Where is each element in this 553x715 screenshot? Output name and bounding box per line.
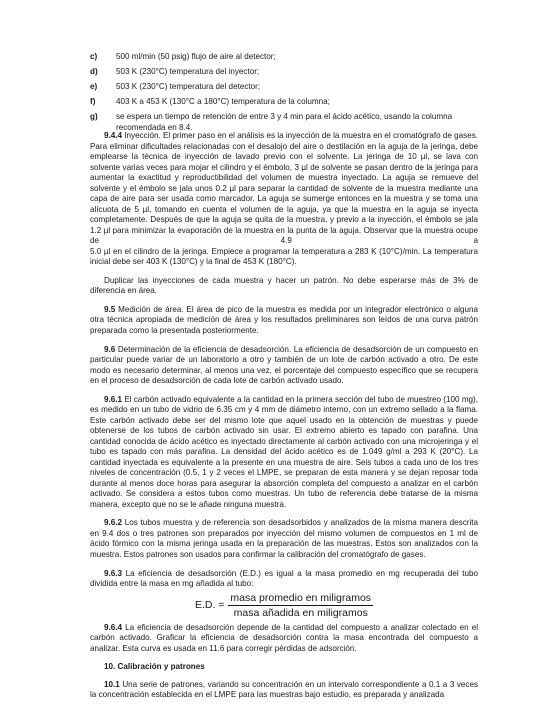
list-item-text: 500 ml/min (50 psig) flujo de aire al detector; [116,52,276,61]
formula-denominator: masa añadida en miligramos [233,606,368,619]
list-item-text: se espera un tiempo de retención de entre 3 y 4 min para el ácido acético, usando la columna recomendada en 8.4. [116,112,453,132]
section-number: 9.4.4 [104,131,123,140]
section-heading-10: 10. Calibración y patrones [104,662,205,672]
formula-fraction [228,592,373,619]
formula-lhs: E.D. = [194,599,225,612]
list-item-label: f) [90,97,96,107]
desorption-efficiency-formula [90,592,478,619]
paragraph-9-6-1 [90,395,478,511]
list-item-text: 403 K a 453 K (130°C a 180°C) temperatura de la columna; [116,97,330,107]
paragraph-9-4-4-end [90,247,478,268]
list-item [68,97,480,108]
paragraph-text: El carbón activado equivalente a la cantidad en la primera sección del tubo de muestreo (100 mg), es medido en un tubo de vidrio de 6.35 cm y 4 mm de diámetro interno, con un extremo sellado a la flama. Este carbón activado debe ser del mismo lote que aquel usado en la obtención de muestras y puede obtenerse de los tubos de carbón activado sin usar. El extremo abierto es tapado con parafina. Una cantidad conocida de ácido acético es inyectado directamente al carbón activado con una microjeringa y el tubo es tapado con más parafina. La densidad del ácido acético es de 1.049 g/ml a 293 K (20°C). La cantidad inyectada es equivalente a la presente en una muestra de aire. Seis tubos a cada uno de los tres niveles de concentración (0.5, 1 y 2 veces el LMPE, se preparan de esta manera y se dejan reposar toda durante al menos doce horas para asegurar la absorción completa del compuesto a analizar en el carbón activado. Se considera a estos tubos como muestras. Un tubo de referencia debe tratarse de la misma manera, excepto que no se le añade ninguna muestra. [90,394,479,509]
paragraph-text: Inyección. El primer paso en el análisis es la inyección de la muestra en el cromatógrafo de gases. Para eliminar dificultades relacionadas con el desalojo del aire o destilación en la aguja de la jeringa, debe emplearse la técnica de inyección de lavado previo con el solvente. La jeringa de 10 µl, se lava con solvente varias veces para mojar el cilindro y el émbolo, 3 µl de solvente se pasan dentro de la jeringa para aumentar la exactitud y reproductibilidad del volumen de muestra inyectado. La aguja se remueve del solvente y el émbolo se jala unos 0.2 µl para separar la cantidad de solvente de la muestra mediante una capa de aire para ser usada como marcador. La aguja se sumerge entonces en la muestra y se toma una alícuota de 5 µl, tomando en cuenta el volumen de la aguja, ya que la muestra en la aguja se inyecta completamente. Después de que la aguja se quita de la muestra, y previo a la inyección, el émbolo se jala 1.2 µl para minimizar la evaporación de la muestra en la punta de la aguja. Observar que la muestra ocupe de 4.9 a [90,131,478,245]
paragraph-9-6-3 [90,569,478,590]
section-number: 9.5 [104,304,116,314]
section-number: 10.1 [104,679,120,689]
paragraph-9-6 [90,345,478,387]
list-item-text: 503 K (230°C) temperatura del detector; [116,82,261,92]
paragraph-9-5 [90,305,478,337]
section-number: 9.6.2 [104,518,123,528]
paragraph-text: 5.0 µl en el cilindro de la jeringa. Empiece a programar la temperatura a 283 K (10°C)/min. La temperatura inicial debe ser 403 K (130°C) y la final de 453 K (180°C). [90,246,478,266]
paragraph-9-6-2 [90,518,478,560]
section-number: 9.6.4 [104,622,123,632]
document-body [90,131,478,709]
list-item-label: g) [90,112,98,122]
list-item-label: d) [90,67,98,77]
paragraph-duplicate [90,276,478,297]
list-item [68,67,480,78]
paragraph-text: Medición de área. El área de pico de la muestra es medida por un integrador electrónico o alguna otra técnica apropiada de medición de área y los resultados preliminares son leídos de una curva patrón preparada como la presentada posteriormente. [90,304,479,335]
paragraph-text: Determinación de la eficiencia de desadsorción. La eficiencia de desadsorción de un compuesto en particular puede variar de un laboratorio a otro y también de un lote de carbón activado a otro. De este modo es necesario determinar, al menos una vez, el porcentaje del compuesto específico que se recupera en el proceso de desadsorción de cada lote de carbón activado usado. [90,344,478,386]
paragraph-text: Los tubos muestra y de referencia son desadsorbidos y analizados de la misma manera descrita en 9.4 dos o tres patrones son preparados por inyección del mismo volumen de compuestos en 1 ml de ácido fórmico con la misma jeringa usada en la preparación de las muestras. Estos son analizados con la muestra. Estos patrones son usados para confirmar la calibración del cromatógrafo de gases. [90,518,479,559]
paragraph-text: Duplicar las inyecciones de cada muestra y hacer un patrón. No debe esperarse más de 3% de diferencia en área. [90,275,478,296]
formula-numerator: masa promedio en miligramos [230,591,372,604]
paragraph-10-1 [90,680,478,701]
section-number: 9.6 [104,344,116,354]
paragraph-text: La eficiencia de desadsorción depende de la cantidad del compuesto a analizar colectado en el carbón activado. Graficar la eficiencia de desadsorción contra la masa encontrada del compuesto a analizar. Esta curva es usada en 11.6 para corregir pérdidas de adsorción. [90,622,479,653]
parameter-list [68,52,480,138]
paragraph-text: La eficiencia de desadsorción (E.D.) es igual a la masa promedio en mg recuperada del tubo dividida entre la masa en mg añadida al tubo: [90,568,478,589]
list-item-label: c) [90,52,98,61]
list-item [68,52,480,63]
paragraph-text: Una serie de patrones, variando su concentración en un intervalo correspondiente a 0.1 a 3 veces la concentración establecida en el LMPE para las muestras bajo estudio, es preparada y analizada [90,679,479,700]
list-item-label: e) [90,82,98,92]
list-item-text: 503 K (230°C) temperatura del inyector; [116,67,260,77]
list-item [68,82,480,93]
paragraph-9-6-4 [90,623,478,655]
section-number: 9.6.3 [104,568,123,578]
paragraph-9-4-4 [90,131,478,247]
section-number: 9.6.1 [104,394,123,404]
